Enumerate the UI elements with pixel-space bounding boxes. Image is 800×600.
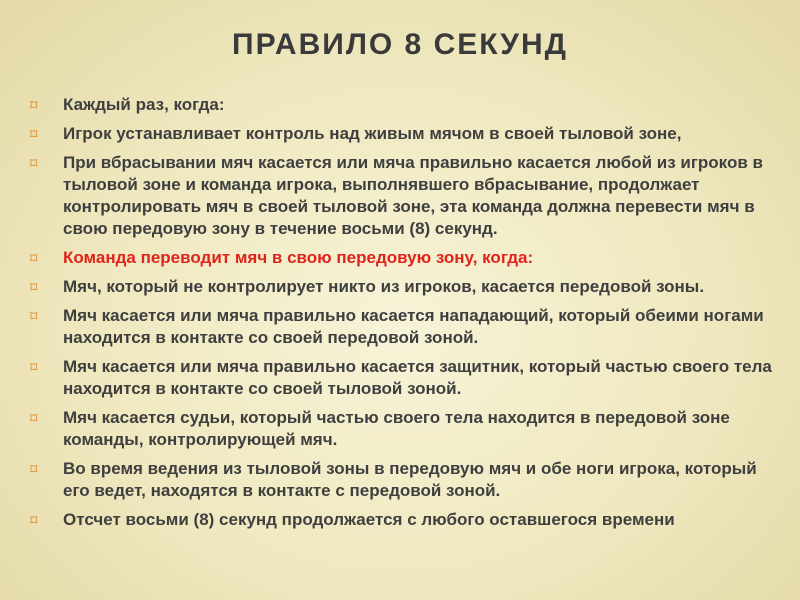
bullet-icon: ⌑: [30, 461, 38, 477]
list-item-text: Мяч касается или мяча правильно касается нападающий, который обеими ногами находится в контакте со своей передовой зоной.: [63, 306, 764, 347]
list-item-text: Каждый раз, когда:: [63, 95, 225, 114]
list-item: [30, 276, 780, 298]
bullet-icon: ⌑: [30, 512, 38, 528]
bullet-icon: ⌑: [30, 279, 38, 295]
list-item: [30, 152, 780, 240]
list-item-text: Отсчет восьми (8) секунд продолжается с любого оставшегося времени: [63, 510, 675, 529]
list-item-text: Мяч касается судьи, который частью своего тела находится в передовой зоне команды, контролирующей мяч.: [63, 408, 730, 449]
bullet-list: [30, 94, 780, 600]
bullet-icon: ⌑: [30, 250, 38, 266]
bullet-icon: ⌑: [30, 97, 38, 113]
list-item: [30, 123, 780, 145]
bullet-icon: ⌑: [30, 155, 38, 171]
list-item: [30, 407, 780, 451]
list-item-text: При вбрасывании мяч касается или мяча правильно касается любой из игроков в тыловой зоне и команда игрока, выполнявшего вбрасывание, продолжает контролировать мяч в своей тыловой зоне, эта команда должна перевести мяч в свою передовую зону в течение восьми (8) секунд.: [63, 153, 763, 238]
list-item: [30, 509, 780, 531]
list-item-text: Игрок устанавливает контроль над живым мячом в своей тыловой зоне,: [63, 124, 682, 143]
bullet-icon: ⌑: [30, 410, 38, 426]
list-item-text: Команда переводит мяч в свою передовую зону, когда:: [63, 248, 534, 267]
list-item-text: Мяч, который не контролирует никто из игроков, касается передовой зоны.: [63, 277, 705, 296]
list-item: [30, 458, 780, 502]
list-item-text: Мяч касается или мяча правильно касается защитник, который частью своего тела находится в контакте со своей тыловой зоной.: [63, 357, 772, 398]
slide-title: ПРАВИЛО 8 СЕКУНД: [232, 28, 568, 61]
list-item-highlight: [30, 247, 780, 269]
list-item: [30, 94, 780, 116]
list-item: [30, 305, 780, 349]
list-item-text: Во время ведения из тыловой зоны в передовую мяч и обе ноги игрока, который его ведет, находятся в контакте с передовой зоной.: [63, 459, 757, 500]
bullet-icon: ⌑: [30, 126, 38, 142]
list-item: [30, 356, 780, 400]
bullet-icon: ⌑: [30, 359, 38, 375]
bullet-icon: ⌑: [30, 308, 38, 324]
